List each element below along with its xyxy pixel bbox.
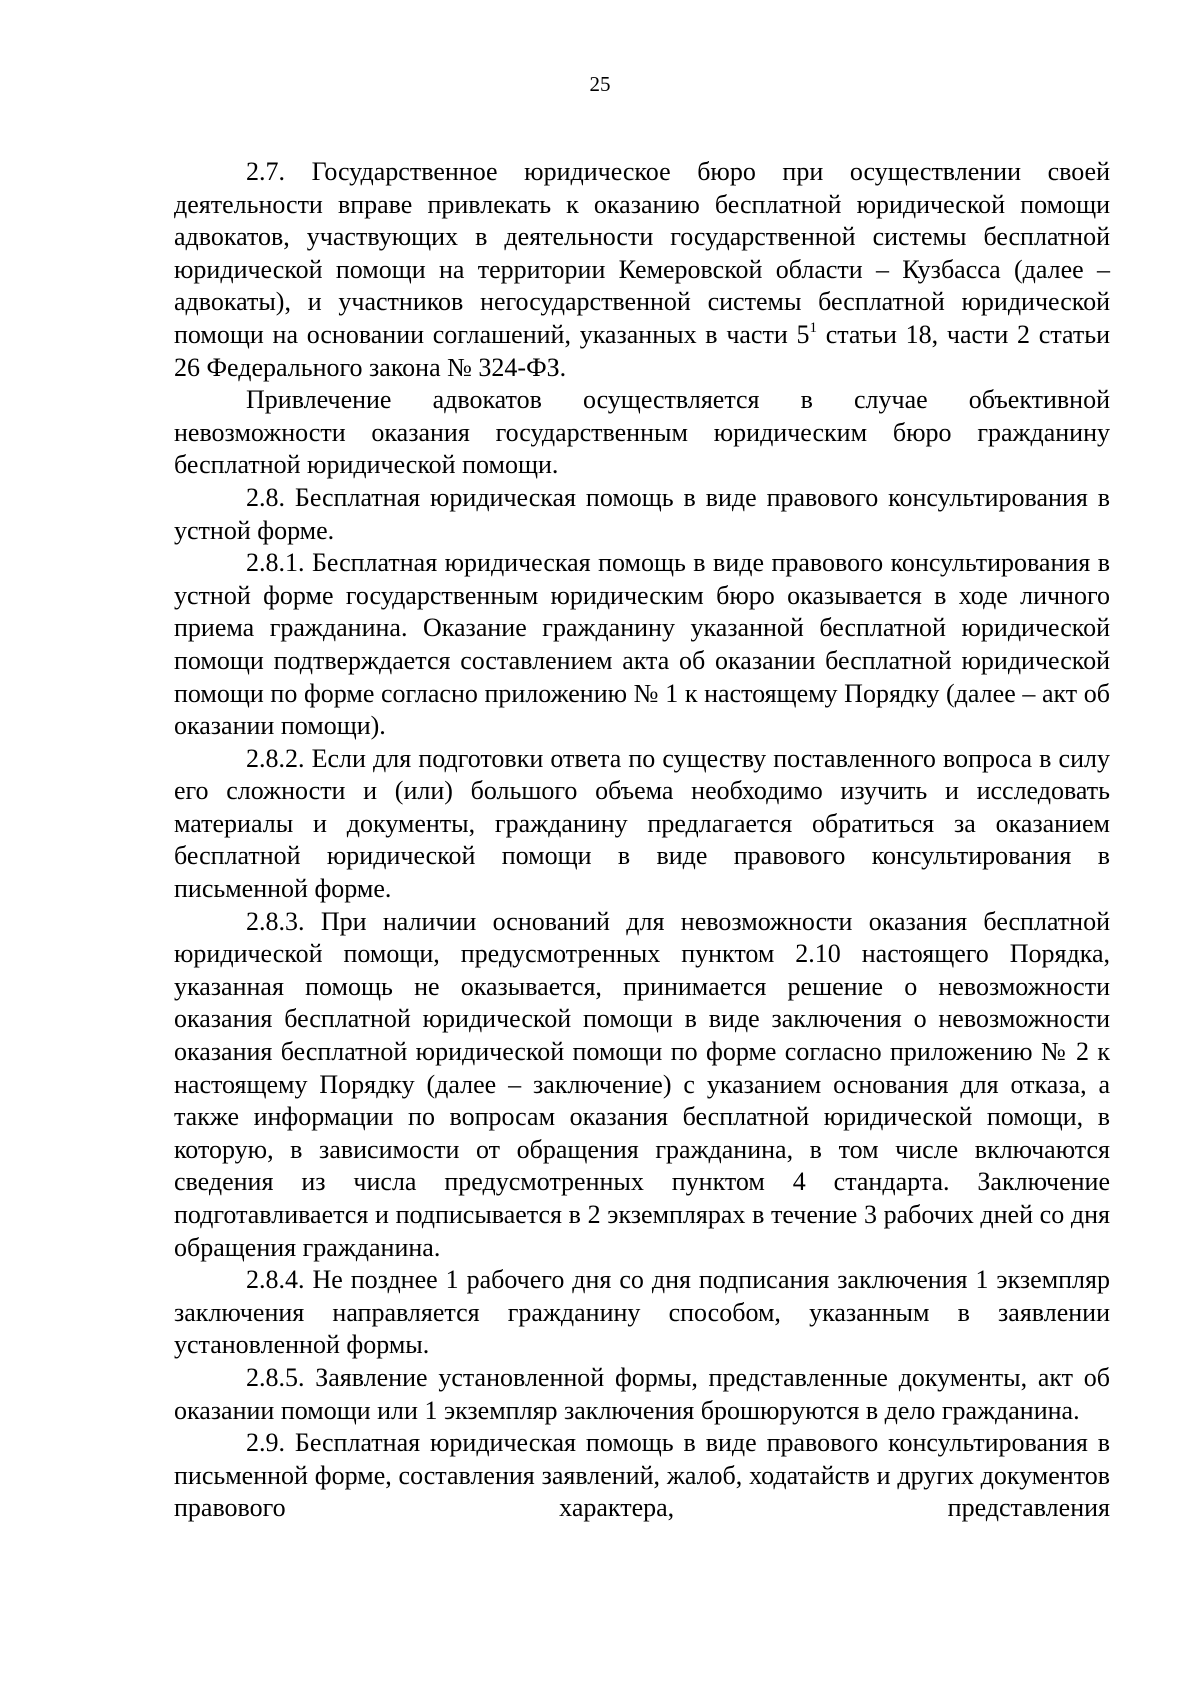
- paragraph-2-9: 2.9. Бесплатная юридическая помощь в виде правового консультирования в письменной форме, составления заявлений, жалоб, ходатайств и других документов правового характера, представления: [174, 1428, 1110, 1523]
- paragraph-2-8-3: 2.8.3. При наличии оснований для невозможности оказания бесплатной юридической помощи, предусмотренных пунктом 2.10 настоящего Порядка, указанная помощь не оказывается, принимается решение о невозможности оказания бесплатной юридической помощи в виде заключения о невозможности оказания бесплатной юридической помощи по форме согласно приложению № 2 к настоящему Порядку (далее – заключение) с указанием основания для отказа, а также информации по вопросам оказания бесплатной юридической помощи, в которую, в зависимости от обращения гражданина, в том числе включаются сведения из числа предусмотренных пунктом 4 стандарта. Заключение подготавливается и подписывается в 2 экземплярах в течение 3 рабочих дней со дня обращения гражданина.: [174, 906, 1110, 1262]
- paragraph-2-7-text: 2.7. Государственное юридическое бюро при осуществлении своей деятельности вправе привлекать к оказанию бесплатной юридической помощи адвокатов, участвующих в деятельности государственной системы бесплатной юридической помощи на территории Кемеровской области – Кузбасса (далее – адвокаты), и участников негосударственной системы бесплатной юридической помощи на основании соглашений, указанных в части 5: [174, 157, 1110, 349]
- paragraph-2-8-4: 2.8.4. Не позднее 1 рабочего дня со дня подписания заключения 1 экземпляр заключения направляется гражданину способом, указанным в заявлении установленной формы.: [174, 1265, 1110, 1360]
- paragraph-2-8-1: 2.8.1. Бесплатная юридическая помощь в виде правового консультирования в устной форме государственным юридическим бюро оказывается в ходе личного приема гражданина. Оказание гражданину указанной бесплатной юридической помощи подтверждается составлением акта об оказании бесплатной юридической помощи по форме согласно приложению № 1 к настоящему Порядку (далее – акт об оказании помощи).: [174, 548, 1110, 741]
- paragraph-2-7: [174, 156, 1110, 384]
- paragraph-2-8-2: 2.8.2. Если для подготовки ответа по существу поставленного вопроса в силу его сложности и (или) большого объема необходимо изучить и исследовать материалы и документы, гражданину предлагается обратиться за оказанием бесплатной юридической помощи в виде правового консультирования в письменной форме.: [174, 743, 1110, 904]
- paragraph-2-8: 2.8. Бесплатная юридическая помощь в виде правового консультирования в устной форме.: [174, 482, 1110, 545]
- superscript-index: 1: [809, 319, 817, 336]
- paragraph-2-8-5: 2.8.5. Заявление установленной формы, представленные документы, акт об оказании помощи или 1 экземпляр заключения брошюруются в дело гражданина.: [174, 1362, 1110, 1425]
- page-number: 25: [589, 72, 611, 96]
- paragraph-attraction: Привлечение адвокатов осуществляется в случае объективной невозможности оказания государственным юридическим бюро гражданину бесплатной юридической помощи.: [174, 385, 1110, 480]
- paragraph-2-7-text-end: статьи 18, части 2 статьи 26 Федерального закона № 324-ФЗ.: [174, 319, 1111, 382]
- document-body: [174, 156, 1110, 1525]
